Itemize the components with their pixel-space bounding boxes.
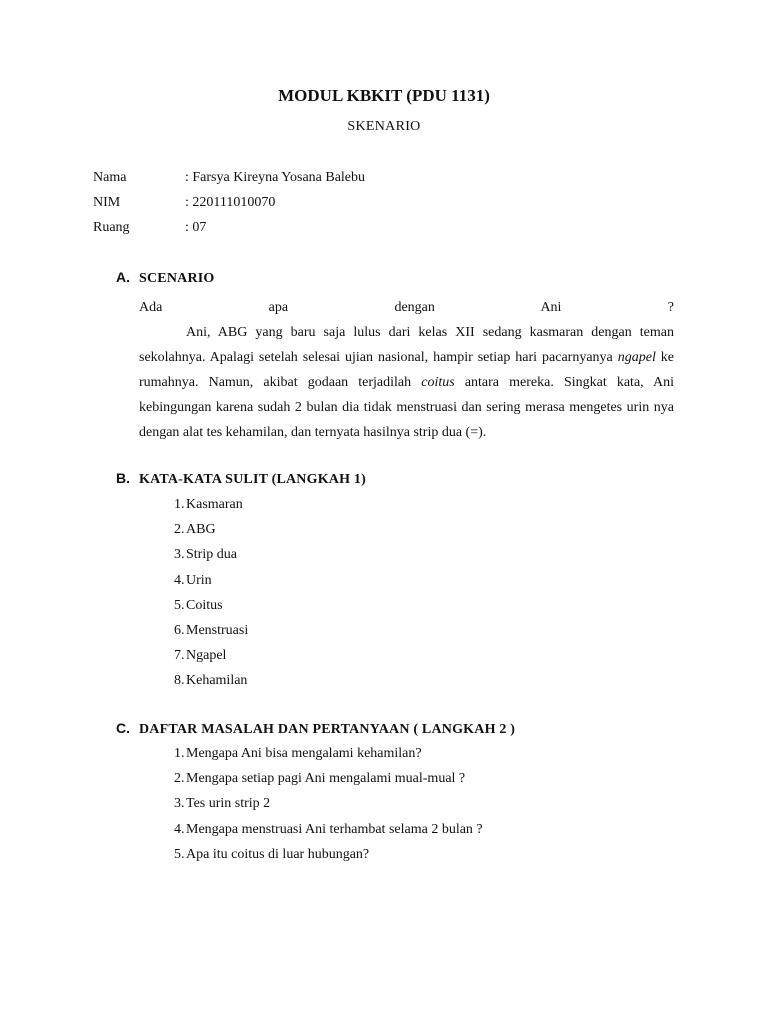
- identity-label: Nama: [93, 170, 127, 185]
- scenario-text-part: Ani, ABG yang baru saja lulus dari kelas XII sedang kasmaran dengan teman sekolahnya. Apalagi setelah selesai ujian nasional, hampir setiap hari pacarnyanya: [139, 325, 674, 365]
- list-item-text: Ngapel: [186, 648, 227, 664]
- section-letter: C.: [116, 720, 130, 736]
- list-item-text: Menstruasi: [186, 622, 249, 638]
- identity-label: NIM: [93, 195, 121, 210]
- section-letter: A.: [116, 269, 130, 285]
- list-item: [139, 795, 483, 820]
- list-item-text: Apa itu coitus di luar hubungan?: [186, 846, 370, 862]
- list-item: [139, 622, 248, 647]
- list-item-number: 3.: [174, 796, 185, 812]
- scenario-italic-term: ngapel: [617, 350, 656, 365]
- problems-questions-list: [139, 745, 483, 871]
- scenario-paragraph: [139, 320, 674, 445]
- section-c-heading: [116, 720, 515, 738]
- identity-label: Ruang: [93, 220, 130, 235]
- list-item: [139, 496, 248, 521]
- list-item-number: 5.: [174, 846, 185, 862]
- list-item-text: Coitus: [186, 597, 223, 613]
- document-title: MODUL KBKIT (PDU 1131): [278, 86, 490, 105]
- section-letter: B.: [116, 470, 130, 486]
- list-item: [139, 821, 483, 846]
- section-a-heading: [116, 269, 215, 287]
- list-item-number: 3.: [174, 547, 185, 563]
- list-item: [139, 745, 483, 770]
- section-title: SCENARIO: [139, 271, 215, 286]
- list-item-number: 2.: [174, 771, 185, 787]
- list-item-number: 4.: [174, 572, 185, 588]
- list-item-text: Strip dua: [186, 547, 237, 563]
- list-item-text: Kehamilan: [186, 673, 248, 689]
- identity-value: : Farsya Kireyna Yosana Balebu: [185, 170, 366, 185]
- list-item-number: 1.: [174, 497, 185, 512]
- list-item-number: 5.: [174, 597, 185, 613]
- scenario-text-part: ke rumahnya. Namun, akibat godaan terjadilah: [139, 350, 675, 390]
- list-item-text: Urin: [186, 572, 212, 588]
- identity-value: : 220111010070: [185, 195, 276, 210]
- document-subtitle: SKENARIO: [347, 119, 421, 134]
- identity-value: : 07: [185, 220, 207, 235]
- list-item: [139, 521, 248, 546]
- scenario-text: [139, 295, 674, 445]
- list-item-number: 1.: [174, 746, 185, 761]
- identity-row-room: [93, 219, 653, 244]
- identity-block: [93, 169, 653, 244]
- list-item: [139, 846, 483, 871]
- list-item-number: 2.: [174, 522, 185, 538]
- identity-row-nim: [93, 194, 653, 219]
- list-item-text: Mengapa menstruasi Ani terhambat selama 2 bulan ?: [186, 821, 483, 837]
- list-item-text: Tes urin strip 2: [186, 796, 271, 812]
- list-item-number: 8.: [174, 673, 185, 689]
- section-b-heading: [116, 470, 366, 488]
- list-item-text: Mengapa setiap pagi Ani mengalami mual-mual ?: [186, 771, 466, 787]
- list-item: [139, 572, 248, 597]
- scenario-text-part: antara mereka. Singkat kata, Ani kebingungan karena sudah 2 bulan dia tidak menstruasi dan sering merasa mengetes urin nya dengan alat tes kehamilan, dan ternyata hasilnya strip dua (=).: [139, 375, 674, 440]
- list-item: [139, 647, 248, 672]
- list-item-number: 6.: [174, 622, 185, 638]
- difficult-words-list: [139, 496, 248, 698]
- list-item-text: ABG: [186, 522, 216, 538]
- list-item-text: Mengapa Ani bisa mengalami kehamilan?: [186, 746, 422, 761]
- list-item-text: Kasmaran: [186, 497, 243, 512]
- list-item: [139, 546, 248, 571]
- scenario-first-line: Ada apa dengan Ani ?: [139, 300, 674, 315]
- section-title: DAFTAR MASALAH DAN PERTANYAAN ( LANGKAH 2 ): [139, 722, 516, 737]
- list-item: [139, 597, 248, 622]
- section-title: KATA-KATA SULIT (LANGKAH 1): [139, 472, 366, 487]
- list-item: [139, 672, 248, 697]
- list-item-number: 7.: [174, 648, 185, 664]
- list-item: [139, 770, 483, 795]
- list-item-number: 4.: [174, 821, 185, 837]
- scenario-italic-term: coitus: [421, 375, 455, 390]
- identity-row-name: [93, 169, 653, 194]
